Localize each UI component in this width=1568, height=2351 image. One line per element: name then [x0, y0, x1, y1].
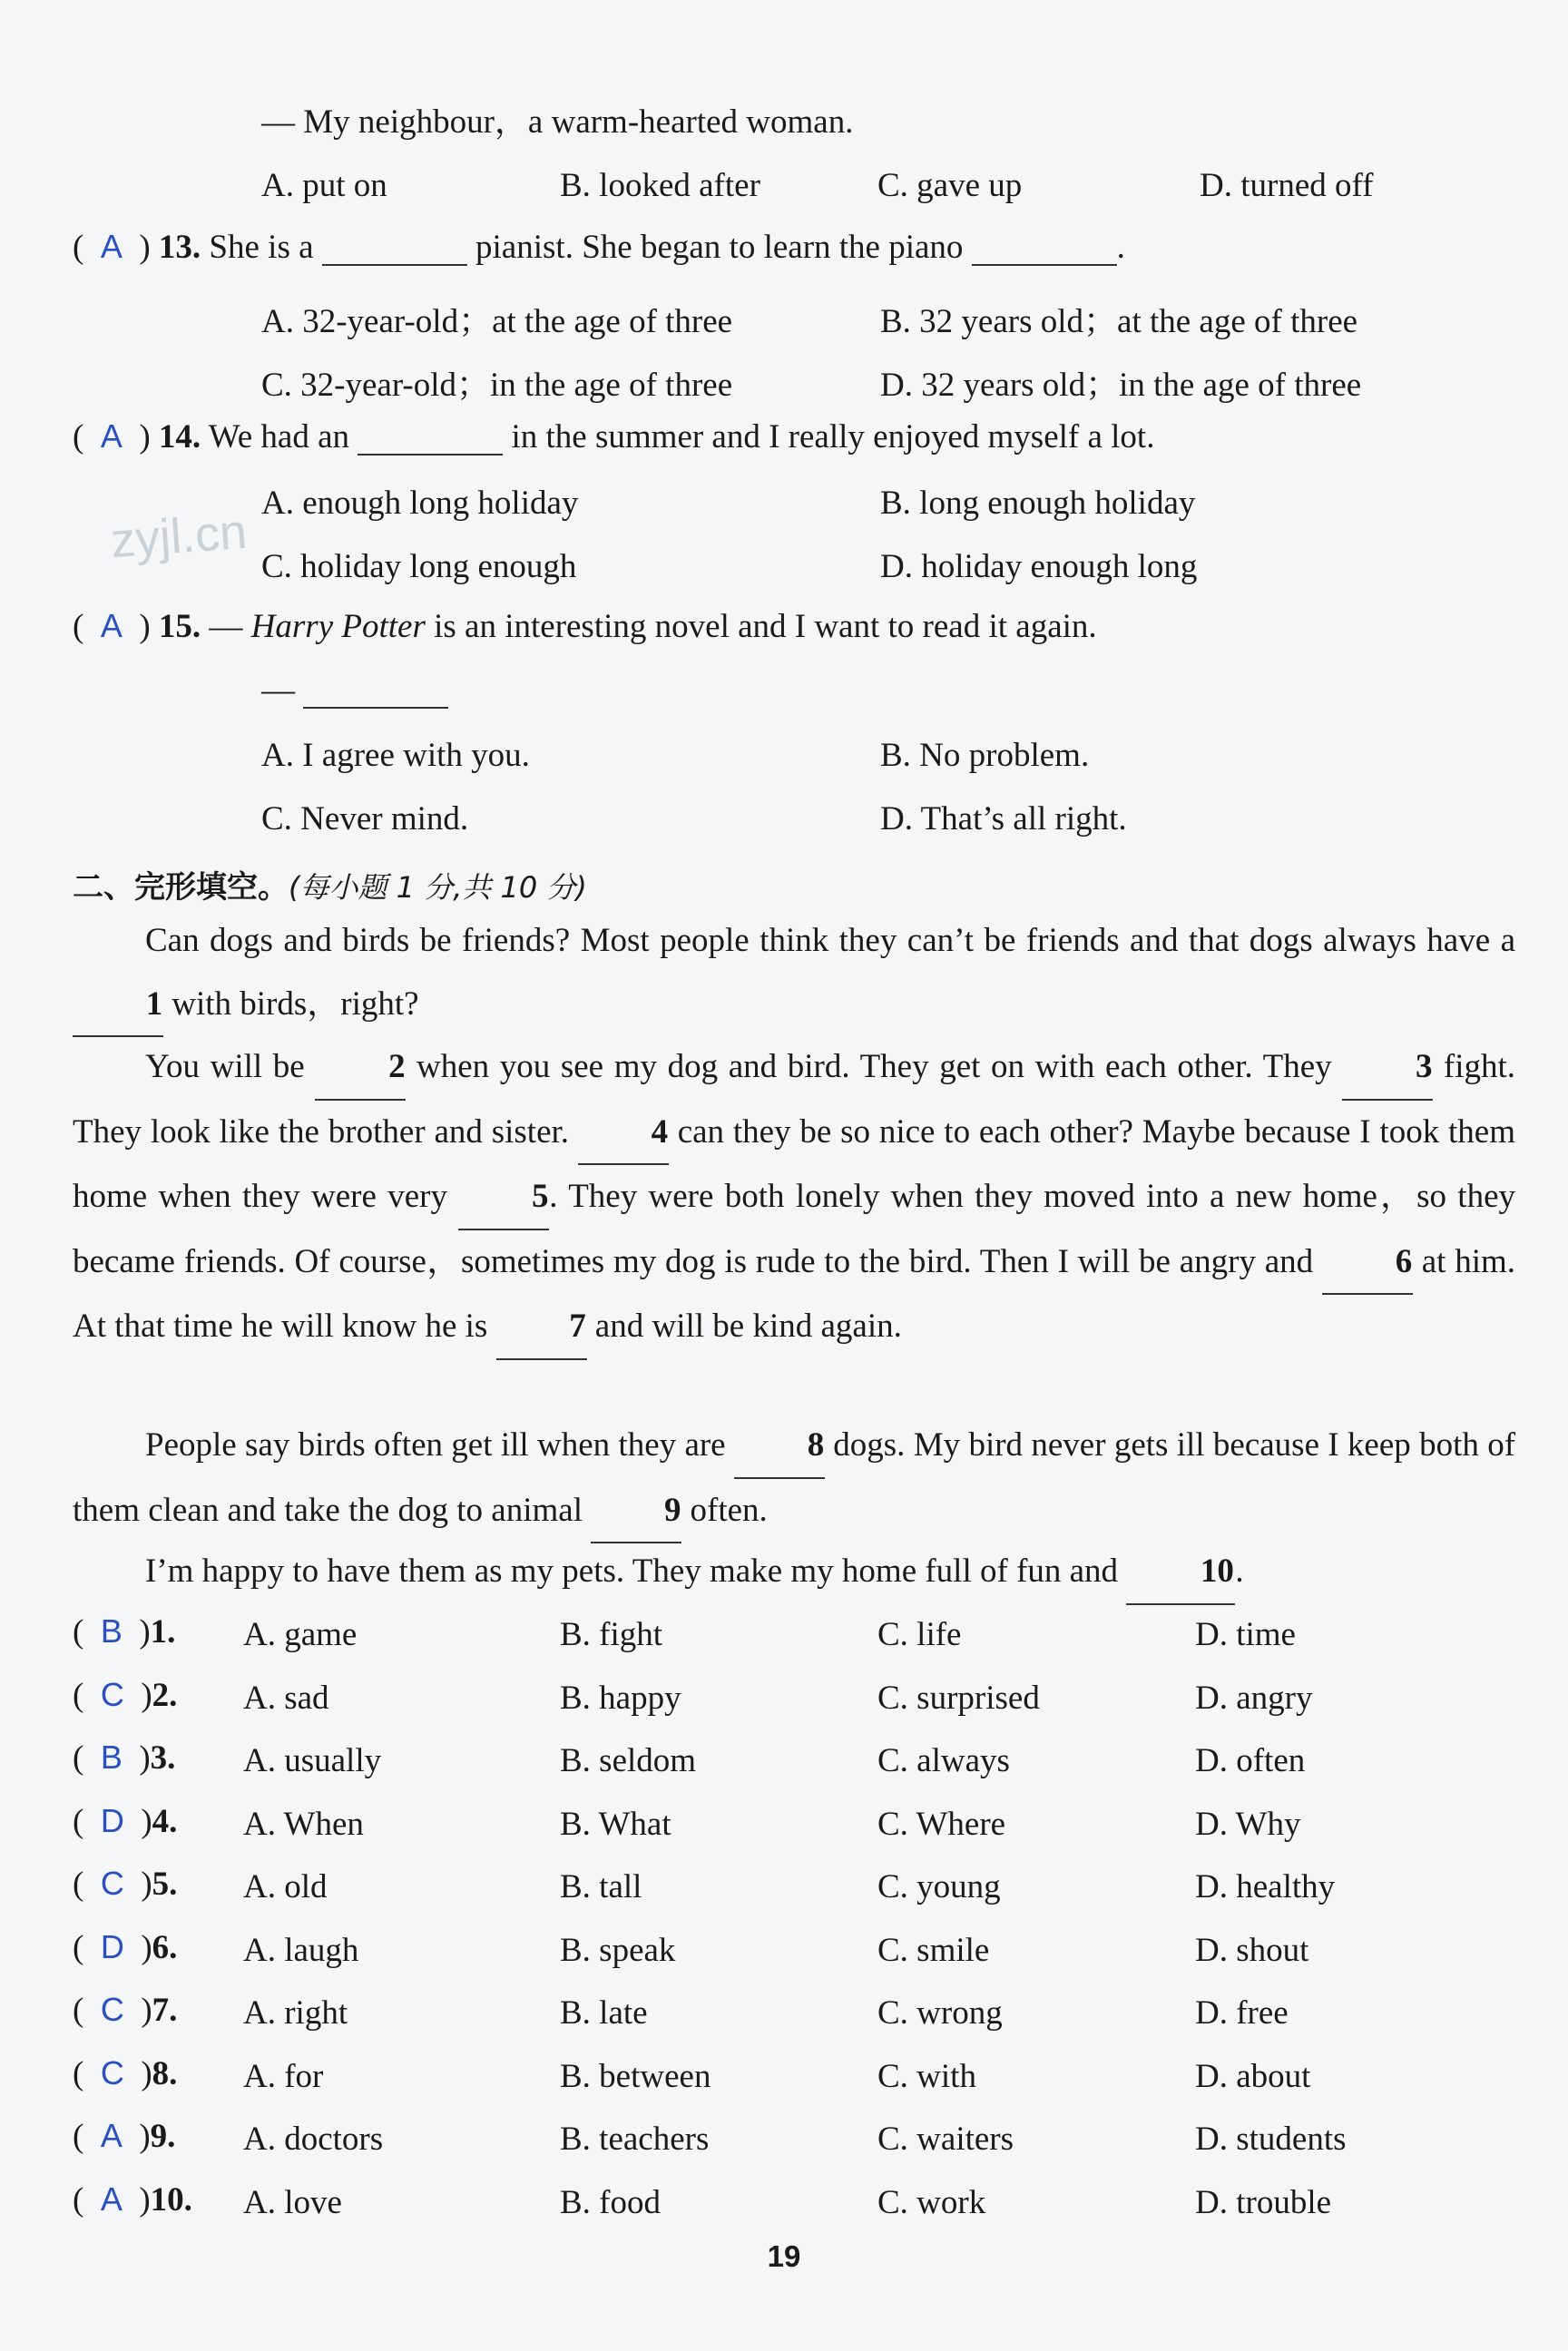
cloze-option: B. seldom: [560, 1742, 697, 1779]
cloze-option: D. healthy: [1195, 1868, 1336, 1905]
passage-text: I’m happy to have them as my pets. They make my home full of fun and: [145, 1553, 1119, 1590]
question-number: 6.: [152, 1928, 178, 1966]
cloze-blank-6: [1322, 1230, 1413, 1296]
answer-mark: B: [100, 1612, 122, 1650]
cloze-option: C. surprised: [877, 1679, 1040, 1717]
question-stem: .: [1116, 229, 1125, 266]
cloze-blank-2: [315, 1035, 406, 1101]
cloze-option: C. wrong: [877, 1994, 1003, 2032]
cloze-option: D. time: [1195, 1616, 1296, 1653]
cloze-option: D. often: [1195, 1742, 1306, 1779]
passage-text: . They were both lonely when they moved into a new home，so they became friends. Of course，sometimes my dog is rude to the bird. Then I will be angry and: [73, 1178, 1516, 1280]
prev-option-c: C. gave up: [877, 167, 1023, 204]
cloze-option: A. laugh: [243, 1931, 359, 1969]
cloze-blank-8: [734, 1414, 825, 1479]
cloze-option: B. speak: [560, 1931, 676, 1969]
passage-text: and will be kind again.: [594, 1308, 902, 1345]
section-note: (每小题 1 分,共 10 分): [289, 870, 587, 905]
question-13: ( A ) 13. She is a pianist. She began to learn the piano .: [73, 228, 1125, 266]
cloze-option: C. Where: [877, 1805, 1006, 1843]
cloze-question-row: ( D )6.: [73, 1927, 178, 1966]
watermark: zyjl.cn: [109, 504, 249, 569]
passage-text: dogs. My bird never gets ill because I keep both of them clean and take the dog to animal: [73, 1426, 1516, 1529]
passage-text: People say birds often get ill when they are: [145, 1426, 726, 1464]
section-title: 二、完形填空。: [73, 869, 289, 906]
q15-option-b: B. No problem.: [880, 737, 1090, 774]
cloze-blank-4: [578, 1101, 669, 1166]
q13-option-c: C. 32-year-old；in the age of three: [261, 367, 733, 404]
blank-number: 2: [388, 1048, 406, 1085]
passage-paragraph-4: [73, 1540, 1515, 1605]
q13-option-b: B. 32 years old；at the age of three: [880, 303, 1358, 340]
cloze-option: A. When: [243, 1805, 364, 1843]
passage-text: Can dogs and birds be friends? Most people think they can’t be friends and that dogs always have a: [145, 922, 1515, 959]
q15-option-d: D. That’s all right.: [880, 800, 1127, 838]
cloze-option: D. Why: [1195, 1805, 1301, 1843]
q14-option-c: C. holiday long enough: [261, 548, 577, 585]
answer-mark: C: [100, 1675, 124, 1713]
cloze-option: B. food: [560, 2183, 661, 2221]
cloze-option: A. sad: [243, 1679, 329, 1717]
cloze-option: C. waiters: [877, 2121, 1014, 2158]
q15-option-a: A. I agree with you.: [261, 737, 530, 774]
passage-text: can they be so nice to each other? Maybe because I took them home when they were very: [73, 1112, 1515, 1215]
prev-option-b: B. looked after: [560, 167, 760, 204]
cloze-option: D. angry: [1195, 1679, 1313, 1717]
cloze-option: C. life: [877, 1616, 962, 1653]
passage-text: fight. They look like the brother and sister.: [73, 1048, 1516, 1151]
answer-mark: B: [100, 1739, 122, 1776]
cloze-option: A. love: [243, 2183, 342, 2221]
cloze-option: D. shout: [1195, 1931, 1309, 1969]
cloze-option: B. tall: [560, 1868, 642, 1905]
cloze-option: C. always: [877, 1742, 1010, 1779]
question-number: 4.: [152, 1802, 178, 1840]
prev-option-a: A. put on: [261, 167, 387, 204]
answer-mark: A: [100, 2180, 122, 2218]
cloze-blank-10: [1126, 1540, 1235, 1605]
blank-number: 8: [807, 1426, 825, 1464]
answer-blank: [322, 230, 467, 266]
q14-option-b: B. long enough holiday: [880, 485, 1196, 522]
answer-mark: D: [100, 1927, 124, 1965]
book-title: Harry Potter: [250, 608, 426, 645]
blank-number: 6: [1395, 1242, 1413, 1280]
cloze-option: A. game: [243, 1616, 358, 1653]
passage-text: at him. At that time he will know he is: [73, 1242, 1516, 1345]
blank-number: 7: [569, 1308, 586, 1345]
answer-mark: A: [100, 2117, 122, 2154]
cloze-option: B. happy: [560, 1679, 681, 1717]
blank-number: 5: [532, 1178, 549, 1215]
cloze-option: A. for: [243, 2057, 324, 2095]
cloze-blank-5: [458, 1165, 549, 1230]
prev-dialog-line: — My neighbour，a warm-hearted woman.: [261, 103, 854, 141]
question-number: 9.: [150, 2118, 176, 2155]
cloze-blank-9: [591, 1479, 681, 1544]
blank-number: 1: [145, 984, 163, 1023]
question-number: 8.: [152, 2054, 178, 2092]
q14-option-d: D. holiday enough long: [880, 548, 1198, 585]
blank-number: 3: [1416, 1048, 1433, 1085]
passage-paragraph-3: [73, 1414, 1515, 1543]
cloze-option: D. free: [1195, 1994, 1289, 2032]
cloze-option: A. doctors: [243, 2121, 384, 2158]
question-number: 13.: [158, 229, 201, 266]
question-number: 15.: [158, 608, 201, 645]
cloze-question-row: ( C )8.: [73, 2053, 178, 2092]
question-number: 5.: [152, 1866, 178, 1903]
q13-option-a: A. 32-year-old；at the age of three: [261, 303, 733, 340]
cloze-option: A. old: [243, 1868, 328, 1905]
cloze-option: D. about: [1195, 2057, 1311, 2095]
question-14: ( A ) 14. We had an in the summer and I really enjoyed myself a lot.: [73, 417, 1155, 456]
question-stem: —: [209, 608, 243, 645]
cloze-option: C. with: [877, 2057, 976, 2095]
passage-paragraph-1: [73, 909, 1515, 1037]
q15-option-c: C. Never mind.: [261, 800, 469, 838]
question-15: ( A ) 15. — Harry Potter is an interesting novel and I want to read it again.: [73, 607, 1097, 645]
question-number: 14.: [158, 418, 201, 456]
passage-text: You will be: [145, 1048, 305, 1085]
cloze-question-row: ( C )5.: [73, 1865, 178, 1903]
answer-blank: [303, 673, 448, 709]
answer-mark: C: [100, 2053, 124, 2091]
q15-reply-line: [261, 673, 448, 709]
section-heading: [73, 862, 587, 906]
cloze-blank-3: [1342, 1035, 1433, 1101]
question-number: 10.: [150, 2180, 192, 2219]
cloze-option: A. usually: [243, 1742, 382, 1779]
blank-number: 10: [1200, 1553, 1234, 1590]
question-stem: in the summer and I really enjoyed myself a lot.: [511, 418, 1155, 456]
cloze-option: B. between: [560, 2057, 711, 2095]
page-number: 19: [767, 2239, 801, 2273]
question-stem: is an interesting novel and I want to read it again.: [434, 608, 1097, 645]
question-number: 2.: [152, 1676, 178, 1714]
cloze-option: B. teachers: [560, 2121, 710, 2158]
cloze-option: A. right: [243, 1994, 348, 2032]
passage-text: .: [1235, 1553, 1244, 1590]
passage-text: often.: [690, 1491, 768, 1529]
cloze-blank-1: [73, 973, 163, 1038]
cloze-option: C. young: [877, 1868, 1001, 1905]
passage-paragraph-2: [73, 1035, 1515, 1360]
cloze-question-row: ( C )7.: [73, 1991, 178, 2029]
cloze-question-row: ( C )2.: [73, 1675, 178, 1714]
answer-mark: A: [100, 607, 122, 644]
prev-option-d: D. turned off: [1200, 167, 1374, 204]
answer-mark: D: [100, 1801, 124, 1839]
cloze-option: C. work: [877, 2183, 986, 2221]
question-stem: She is a: [209, 229, 314, 266]
cloze-option: C. smile: [877, 1931, 990, 1969]
q14-option-a: A. enough long holiday: [261, 485, 579, 522]
question-stem: We had an: [208, 418, 349, 456]
passage-text: when you see my dog and bird. They get on with each other. They: [416, 1048, 1332, 1085]
cloze-question-row: ( B )1.: [73, 1612, 176, 1651]
reply-dash: —: [261, 671, 295, 709]
cloze-question-row: ( B )3.: [73, 1739, 176, 1777]
cloze-option: D. trouble: [1195, 2183, 1332, 2221]
cloze-option: B. What: [560, 1805, 671, 1843]
answer-blank: [358, 420, 503, 456]
answer-blank: [972, 230, 1117, 266]
cloze-question-row: ( A )9.: [73, 2117, 176, 2155]
cloze-option: D. students: [1195, 2121, 1347, 2158]
answer-mark: C: [100, 1865, 124, 1902]
cloze-question-row: ( A )10.: [73, 2180, 192, 2219]
answer-mark: A: [100, 228, 122, 265]
question-number: 7.: [152, 1992, 178, 2029]
question-stem: pianist. She began to learn the piano: [475, 229, 964, 266]
cloze-blank-7: [496, 1295, 587, 1360]
q13-option-d: D. 32 years old；in the age of three: [880, 367, 1362, 404]
passage-text: with birds，right?: [172, 984, 419, 1023]
blank-number: 4: [651, 1112, 669, 1151]
answer-mark: A: [100, 417, 122, 455]
cloze-option: B. late: [560, 1994, 648, 2032]
question-number: 3.: [150, 1739, 176, 1777]
cloze-option: B. fight: [560, 1616, 663, 1653]
blank-number: 9: [664, 1491, 681, 1529]
question-number: 1.: [150, 1613, 176, 1651]
cloze-question-row: ( D )4.: [73, 1801, 178, 1840]
answer-mark: C: [100, 1991, 124, 2028]
